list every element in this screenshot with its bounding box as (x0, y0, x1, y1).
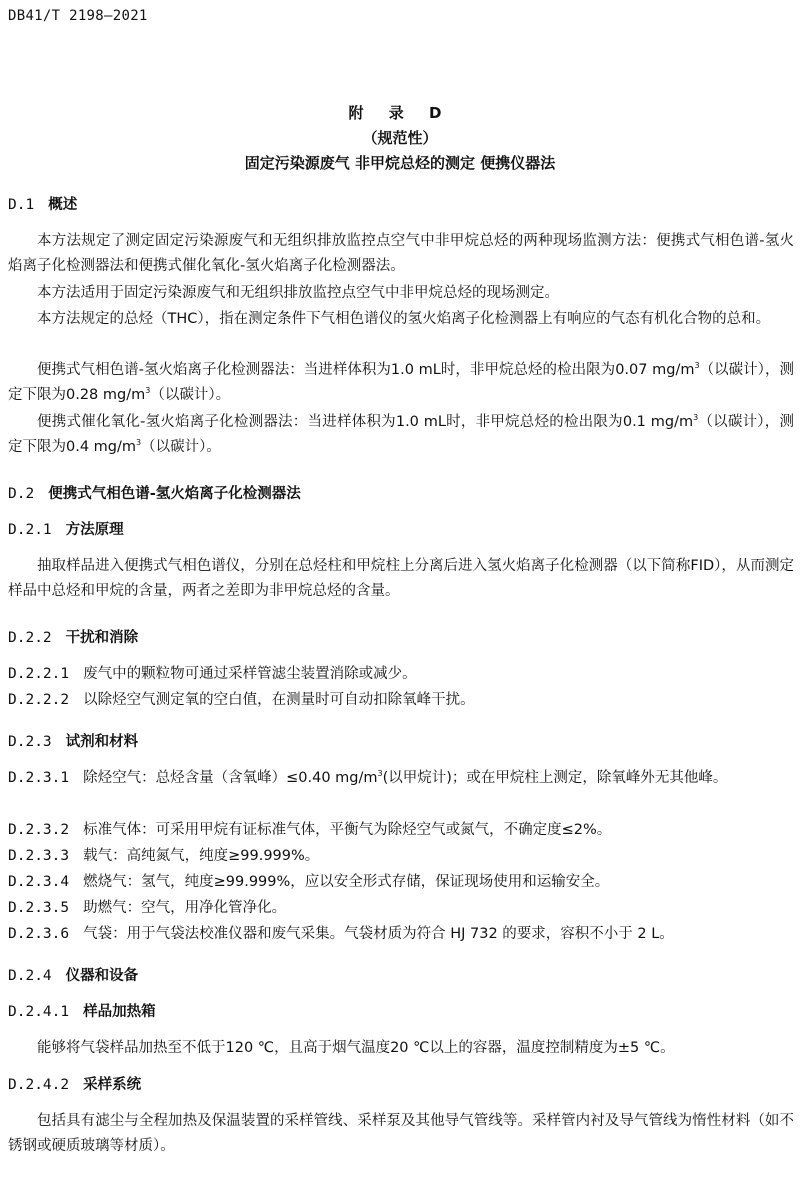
heading-title: 采样系统 (83, 1077, 142, 1093)
clause-d232 (8, 818, 794, 843)
clause-d231 (8, 766, 794, 791)
superscript: 3 (145, 386, 151, 395)
clause-text: 除烃空气：总烃含量（含氧峰）≤0.40 mg/m (83, 770, 378, 786)
heading-number: D.2.2 (8, 630, 52, 646)
text-segment: （以碳计）。 (150, 387, 231, 403)
clause-number: D.2.3.4 (8, 874, 70, 890)
heading-d21 (8, 518, 124, 539)
clause-d221 (8, 662, 794, 687)
paragraph-d1-catalytic-detection-limit (8, 410, 794, 460)
document-code: DB41/T 2198—2021 (8, 8, 148, 24)
heading-number: D.1 (8, 197, 35, 213)
heading-title: 仪器和设备 (65, 968, 139, 984)
clause-number: D.2.3.3 (8, 848, 70, 864)
paragraph-d1-thc-definition: 本方法规定的总烃（THC），指在测定条件下气相色谱仪的氢火焰离子化检测器上有响应的气态有机化合物的总和。 (37, 311, 771, 327)
text-segment: （以碳计）。 (141, 439, 221, 455)
annex-title: 附 录 D (348, 104, 452, 122)
clause-number: D.2.2.1 (8, 666, 70, 682)
paragraph-d1-gc-detection-limit (8, 358, 794, 408)
clause-number: D.2.3.2 (8, 822, 70, 838)
paragraph-d1-scope-methods: 本方法规定了测定固定污染源废气和无组织排放监控点空气中非甲烷总烃的两种现场监测方法：便携式气相色谱-氢火焰离子化检测器法和便携式催化氧化-氢火焰离子化检测器法。 (8, 233, 794, 274)
clause-number: D.2.3.1 (8, 770, 70, 786)
heading-number: D.2.1 (8, 522, 52, 538)
heading-d24 (8, 964, 138, 985)
clause-text: (以甲烷计)；或在甲烷柱上测定，除氧峰外无其他峰。 (382, 770, 728, 786)
text-segment: （以碳计），测定下限为0.4 mg/m (8, 414, 795, 455)
clause-text: 气袋：用于气袋法校准仪器和废气采集。气袋材质为符合 HJ 732 的要求，容积不小于 2 L。 (83, 926, 674, 942)
clause-text: 燃烧气：氢气，纯度≥99.999%，应以安全形式存储，保证现场使用和运输安全。 (83, 874, 610, 890)
clause-d233 (8, 844, 794, 869)
clause-text: 以除烃空气测定氧的空白值，在测量时可自动扣除氧峰干扰。 (83, 692, 475, 708)
annex-type: （规范性） (362, 129, 438, 147)
clause-d236 (8, 922, 794, 947)
clause-text: 废气中的颗粒物可通过采样管滤尘装置消除或减少。 (83, 666, 417, 682)
heading-title: 便携式气相色谱-氢火焰离子化检测器法 (48, 486, 301, 502)
heading-d241 (8, 1000, 156, 1021)
annex-subject: 固定污染源废气 非甲烷总烃的测定 便携仪器法 (244, 154, 556, 172)
heading-d242 (8, 1073, 141, 1094)
heading-d1 (8, 193, 77, 214)
heading-number: D.2.4 (8, 968, 52, 984)
heading-number: D.2.4.2 (8, 1077, 70, 1093)
paragraph-d242-sampling-system: 包括具有滤尘与全程加热及保温装置的采样管线、采样泵及其他导气管线等。采样管内衬及导气管线为惰性材料（如不锈钢或硬质玻璃等材质）。 (8, 1113, 794, 1154)
heading-title: 方法原理 (65, 522, 124, 538)
text-segment: 便携式气相色谱-氢火焰离子化检测器法：当进样体积为1.0 mL时，非甲烷总烃的检出限为0.07 mg/m (37, 362, 695, 378)
paragraph-d21-principle: 抽取样品进入便携式气相色谱仪，分别在总烃柱和甲烷柱上分离后进入氢火焰离子化检测器（以下简称FID），从而测定样品中总烃和甲烷的含量，两者之差即为非甲烷总烃的含量。 (8, 558, 794, 599)
clause-d235 (8, 896, 794, 921)
clause-number: D.2.2.2 (8, 692, 70, 708)
clause-number: D.2.3.6 (8, 926, 70, 942)
heading-title: 概述 (48, 197, 78, 213)
heading-title: 样品加热箱 (83, 1004, 156, 1020)
heading-d2 (8, 482, 301, 503)
heading-number: D.2 (8, 486, 35, 502)
clause-text: 载气：高纯氮气，纯度≥99.999%。 (83, 848, 320, 864)
heading-number: D.2.3 (8, 734, 52, 750)
text-segment: 便携式催化氧化-氢火焰离子化检测器法：当进样体积为1.0 mL时，非甲烷总烃的检出限为0.1 mg/m (37, 414, 694, 430)
clause-text: 标准气体：可采用甲烷有证标准气体，平衡气为除烃空气或氮气，不确定度≤2%。 (83, 822, 612, 838)
superscript: 3 (693, 413, 699, 422)
heading-title: 干扰和消除 (65, 630, 139, 646)
superscript: 3 (377, 769, 383, 778)
heading-number: D.2.4.1 (8, 1004, 70, 1020)
heading-d23 (8, 730, 138, 751)
clause-d222 (8, 688, 794, 713)
paragraph-d241-heating-box: 能够将气袋样品加热至不低于120 ℃，且高于烟气温度20 ℃以上的容器，温度控制精度为±5 ℃。 (37, 1040, 675, 1056)
paragraph-d1-applicability: 本方法适用于固定污染源废气和无组织排放监控点空气中非甲烷总烃的现场测定。 (37, 285, 559, 301)
clause-text: 助燃气：空气，用净化管净化。 (83, 900, 287, 916)
clause-d234 (8, 870, 794, 895)
heading-d22 (8, 626, 138, 647)
superscript: 3 (136, 438, 142, 447)
clause-number: D.2.3.5 (8, 900, 70, 916)
superscript: 3 (694, 361, 700, 370)
heading-title: 试剂和材料 (65, 734, 139, 750)
text-segment: （以碳计），测定下限为0.28 mg/m (8, 362, 794, 403)
